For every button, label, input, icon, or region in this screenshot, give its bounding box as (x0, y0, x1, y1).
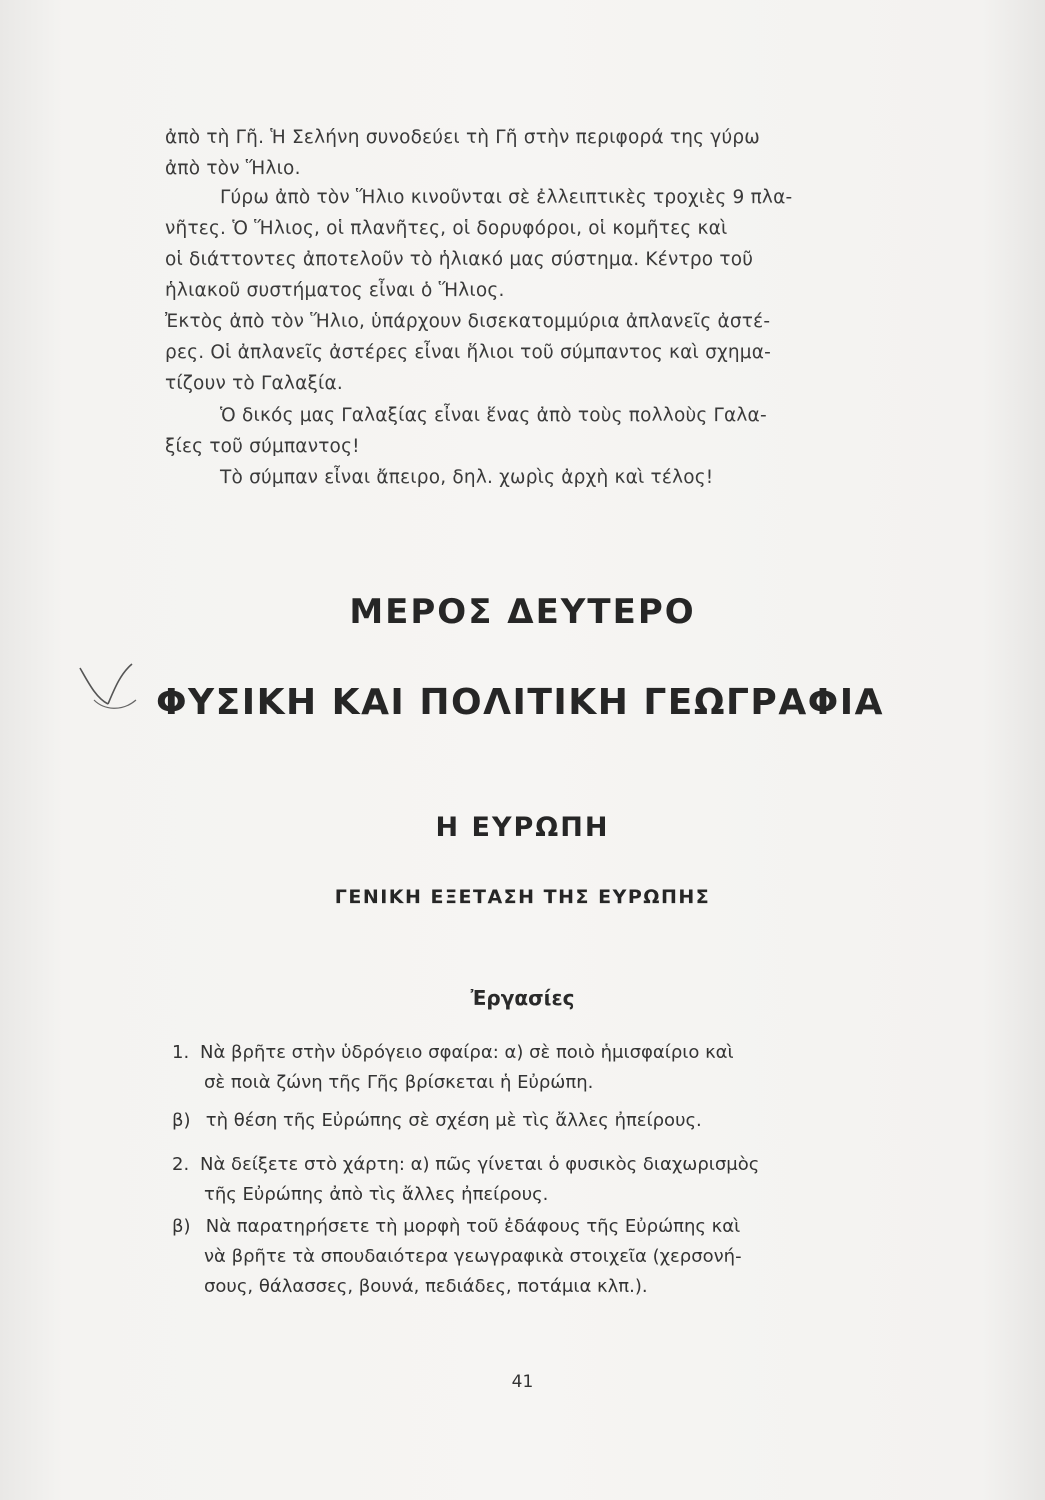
task-line (172, 1038, 734, 1068)
tasks-heading: Ἐργασίες (470, 986, 575, 1010)
text-line: Γύρω ἀπὸ τὸν Ἥλιο κινοῦνται σὲ ἐλλειπτικὲς τροχιὲς 9 πλα- (220, 187, 793, 208)
paragraph-moon (165, 122, 845, 184)
task-line: σους, θάλασσες, βουνά, πεδιάδες, ποτάμια κλπ.). (204, 1276, 648, 1297)
sub-label: β) (172, 1216, 191, 1237)
task-subitem (172, 1106, 702, 1136)
task-item (172, 1038, 734, 1098)
sub-label: β) (172, 1110, 191, 1131)
task-line: τῆς Εὐρώπης ἀπὸ τὶς ἄλλες ἠπείρους. (204, 1184, 549, 1205)
task-text: τὴ θέση τῆς Εὐρώπης σὲ σχέση μὲ τὶς ἄλλες ἠπείρους. (205, 1110, 702, 1131)
paragraph-stars (165, 306, 845, 399)
paragraph-galaxy (165, 400, 845, 462)
text-line: ξίες τοῦ σύμπαντος! (165, 436, 360, 457)
text-line: ἀπὸ τὴ Γῆ. Ἡ Σελήνη συνοδεύει τὴ Γῆ στὴν περιφορά της γύρω (165, 127, 760, 148)
task-text: Νὰ παρατηρήσετε τὴ μορφὴ τοῦ ἐδάφους τῆς Εὐρώπης καὶ (205, 1216, 741, 1237)
task-text: Νὰ βρῆτε στὴν ὑδρόγειο σφαίρα: α) σὲ ποιὸ ἡμισφαίριο καὶ (200, 1042, 734, 1063)
paragraph-universe (165, 462, 845, 493)
text-line: ἀπὸ τὸν Ἥλιο. (165, 158, 301, 179)
task-text: Νὰ δείξετε στὸ χάρτη: α) πῶς γίνεται ὁ φυσικὸς διαχωρισμὸς (200, 1154, 760, 1175)
text-line: ἡλιακοῦ συστήματος εἶναι ὁ Ἥλιος. (165, 280, 505, 301)
main-title: ΦΥΣΙΚΗ ΚΑΙ ΠΟΛΙΤΙΚΗ ΓΕΩΓΡΑΦΙΑ (155, 682, 885, 723)
text-line: Ἐκτὸς ἀπὸ τὸν Ἥλιο, ὑπάρχουν δισεκατομμύρια ἀπλανεῖς ἀστέ- (165, 311, 771, 332)
task-line (172, 1106, 702, 1136)
page-number: 41 (511, 1372, 534, 1392)
section-title: ΓΕΝΙΚΗ ΕΞΕΤΑΣΗ ΤΗΣ ΕΥΡΩΠΗΣ (334, 886, 711, 908)
task-line: σὲ ποιὰ ζώνη τῆς Γῆς βρίσκεται ἡ Εὐρώπη. (204, 1072, 594, 1093)
chapter-title: Η ΕΥΡΩΠΗ (435, 812, 610, 843)
task-item (172, 1150, 759, 1210)
text-line: ρες. Οἱ ἀπλανεῖς ἀστέρες εἶναι ἥλιοι τοῦ σύμπαντος καὶ σχημα- (165, 342, 772, 363)
task-line: νὰ βρῆτε τὰ σπουδαιότερα γεωγραφικὰ στοιχεῖα (χερσονή- (204, 1246, 742, 1267)
task-line (172, 1212, 742, 1242)
text-line: τίζουν τὸ Γαλαξία. (165, 373, 343, 394)
task-number: 2. (172, 1154, 190, 1175)
task-line (172, 1150, 759, 1180)
text-line: Τὸ σύμπαν εἶναι ἄπειρο, δηλ. χωρὶς ἀρχὴ καὶ τέλος! (220, 467, 714, 488)
text-line: οἱ διάττοντες ἀποτελοῦν τὸ ἡλιακό μας σύστημα. Κέντρο τοῦ (165, 249, 754, 270)
task-number: 1. (172, 1042, 190, 1063)
text-line: νῆτες. Ὁ Ἥλιος, οἱ πλανῆτες, οἱ δορυφόροι, οἱ κομῆτες καὶ (165, 218, 728, 239)
part-title: ΜΕΡΟΣ ΔΕΥΤΕΡΟ (349, 592, 696, 632)
task-subitem (172, 1212, 742, 1302)
text-line: Ὁ δικός μας Γαλαξίας εἶναι ἕνας ἀπὸ τοὺς πολλοὺς Γαλα- (220, 405, 767, 426)
paragraph-solar-system (165, 182, 845, 306)
